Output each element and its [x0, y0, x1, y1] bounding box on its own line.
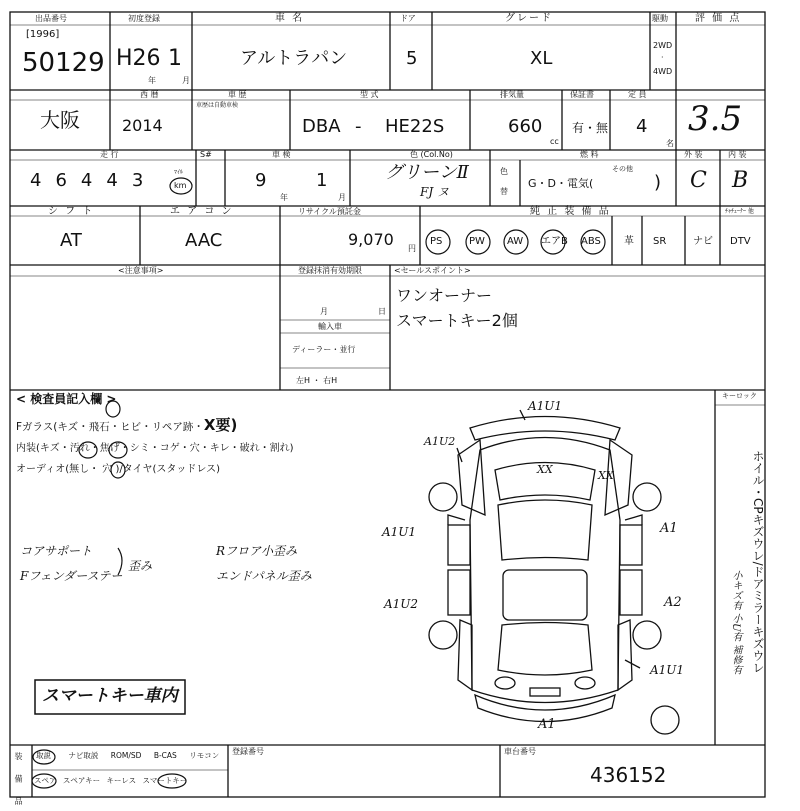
- equip-sr: SR: [653, 236, 667, 247]
- year-label: 西 暦: [140, 90, 159, 99]
- interior-label: 内 装: [728, 150, 747, 159]
- mark-xx-1: XX: [537, 463, 553, 476]
- door-count: 5: [406, 48, 418, 69]
- mark-xx-2: XX: [598, 469, 614, 482]
- grade-value: XL: [530, 48, 553, 69]
- year-code: [1996]: [26, 29, 60, 40]
- history-sub-label: 車歴は自動車検: [196, 102, 239, 109]
- drive-2wd: 2WD: [653, 41, 673, 50]
- mileage-label: 走 行: [100, 150, 119, 159]
- mark-a1u1-top: A1U1: [528, 399, 563, 413]
- history-label: 車 歴: [228, 90, 247, 99]
- import-label: 輸入車: [318, 322, 342, 331]
- capacity-label: 定 員: [628, 90, 647, 99]
- inspector-line-3: オーディオ(無し・ 穴 )/タイヤ(スタッドレス): [16, 464, 221, 475]
- color-label: 色 (Col.No): [410, 150, 453, 159]
- km-unit: km: [174, 181, 187, 190]
- equip-ps: PS: [430, 236, 443, 247]
- drive-label: 駆動: [652, 14, 668, 23]
- fuel-close: ): [654, 172, 662, 193]
- first-reg-month: 1: [168, 46, 182, 71]
- car-name-label: 車 名: [275, 13, 305, 24]
- reg-expiry-label: 登録抹消有効期限: [298, 266, 362, 275]
- key-lock-label: キーロック: [722, 392, 757, 400]
- equip-dtv: DTV: [730, 236, 751, 247]
- smart-key-note: スマートキー車内: [42, 686, 178, 706]
- sales-point-2: スマートキー2個: [396, 311, 518, 330]
- reg-no-label: 登録番号: [232, 747, 264, 756]
- score-value: 3.5: [688, 99, 743, 139]
- shift-value: AT: [60, 230, 82, 251]
- steering-option: 左H ・ 右H: [296, 376, 338, 385]
- side-note: ホイル・CPキズウレ/ドアミラーキズウレ: [751, 450, 765, 674]
- mark-a1-right: A1: [660, 521, 678, 536]
- mark-a1u2-left-top: A1U2: [424, 435, 456, 448]
- equip-airbag: エアB: [541, 236, 568, 247]
- mark-a1u2-left: A1U2: [384, 597, 419, 611]
- drive-4wd: 4WD: [653, 67, 673, 76]
- region: 大阪: [40, 108, 80, 132]
- note-right-2: エンドパネル歪み: [216, 569, 312, 583]
- fuel-label: 燃 料: [580, 150, 599, 159]
- equip-aw: AW: [507, 236, 524, 247]
- note-left-1: コアサポート: [20, 544, 93, 558]
- color-value: グリーンⅡ: [385, 162, 469, 183]
- s-hash-label: S#: [200, 150, 212, 159]
- inspection-month-unit: 月: [338, 193, 346, 202]
- fuel-value: G・D・電気(: [528, 177, 594, 190]
- equip-pw: PW: [469, 236, 485, 247]
- month-unit: 月: [182, 76, 190, 85]
- equip-leather: 革: [624, 236, 634, 247]
- recycle-unit: 円: [408, 244, 416, 253]
- fuel-other: その他: [612, 165, 633, 173]
- reg-day: 日: [378, 307, 386, 316]
- inspection-label: 車 検: [272, 150, 291, 159]
- capacity-unit: 名: [666, 139, 674, 148]
- lot-number: 50129: [22, 48, 105, 78]
- side-note-2: 小キズ有 小U有 補修有: [730, 570, 741, 675]
- frame-no-label: 車台番号: [504, 747, 536, 756]
- year-unit: 年: [148, 76, 156, 85]
- warranty-label: 保証書: [570, 90, 594, 99]
- mark-a2-right: A2: [664, 595, 682, 610]
- color-note: FJ ヌ: [420, 185, 449, 199]
- note-right-1: Rフロア小歪み: [216, 544, 298, 558]
- inspector-line-2: 内装(キズ・汚れ・焦げ・シミ・コゲ・穴・キレ・破れ・割れ): [16, 443, 294, 454]
- capacity-value: 4: [636, 116, 648, 137]
- exterior-label: 外 装: [684, 150, 703, 159]
- accessories-row-2: スペア スペアキー キーレス スマートキー: [34, 776, 188, 785]
- chassis-label: ﾁｬﾁｭｰﾅｰ 他: [725, 208, 754, 215]
- inspection-year-unit: 年: [280, 193, 288, 202]
- model-label: 型 式: [360, 90, 379, 99]
- note-left-tail: 歪み: [128, 559, 153, 573]
- accessories-row-1: 取説 ナビ取説 ROM/SD B-CAS リモコン: [36, 751, 220, 760]
- first-reg-label: 初度登録: [128, 14, 160, 23]
- door-label: ドア: [400, 14, 416, 23]
- recycle-label: リサイクル預託金: [298, 207, 361, 216]
- sales-point-label: <セールスポイント>: [394, 266, 471, 275]
- aircon-label: エ ア コ ン: [170, 206, 234, 217]
- notes-label: <注意事項>: [118, 266, 164, 275]
- model-dash: -: [355, 116, 362, 137]
- inspector-label: < 検査員記入欄 >: [16, 392, 117, 406]
- exterior-grade: C: [690, 168, 707, 193]
- shift-label: シ フ ト: [48, 206, 95, 217]
- frame-number: 436152: [590, 763, 667, 787]
- first-reg-era: H26: [116, 46, 161, 71]
- mark-a1-bottom: A1: [538, 717, 556, 732]
- mileage-digits: 46443: [30, 170, 158, 191]
- recycle-value: 9,070: [348, 230, 394, 249]
- model-code: HE22S: [385, 116, 445, 137]
- year-western: 2014: [122, 116, 163, 135]
- color-swap-2: 替: [500, 187, 508, 196]
- model-prefix: DBA: [302, 116, 341, 137]
- note-left-2: Fフェンダーステー: [20, 569, 123, 583]
- interior-grade: B: [732, 168, 749, 193]
- cc-unit: cc: [550, 137, 559, 146]
- grade-label: グレード: [505, 13, 553, 24]
- displacement-value: 660: [508, 116, 543, 137]
- mark-a1u1-right: A1U1: [650, 663, 685, 677]
- mark-a1u1-left: A1U1: [382, 525, 417, 539]
- mile-unit: ﾏｲﾙ: [174, 169, 184, 176]
- equip-abs: ABS: [581, 236, 601, 247]
- score-label: 評 価 点: [695, 13, 742, 24]
- equipment-label: 純 正 装 備 品: [530, 206, 611, 217]
- dealer-option: ディーラー・並行: [292, 345, 356, 354]
- color-swap-1: 色: [500, 167, 508, 176]
- reg-month: 月: [320, 307, 328, 316]
- car-name: アルトラパン: [240, 48, 348, 69]
- sales-point-1: ワンオーナー: [396, 286, 493, 305]
- inspection-month: 1: [316, 170, 328, 191]
- car-diagram: [429, 410, 679, 734]
- aircon-value: AAC: [185, 230, 223, 251]
- warranty-value: 有・無: [572, 121, 609, 135]
- auction-sheet: 出品番号 初度登録 車 名 ドア グレード 駆動 評 価 点 [1996] 50129 H26 1 年 月 アルトラパン 5 XL 2WD · 4WD 西 暦 車 歴 車歴は自動車検 型 式 排気量 保証書 定 員 大阪 2014 DBA - HE22S 660 cc 有・無 4 名 3.5 走 行 S# 車 検 色 (Col.No) 燃 料 外 装 内 装 46443 ﾏｲﾙ km 9 年 1 月 グリーンⅡ FJ ヌ 色 替 G・D・電気( その他 ) C B シ フ ト エ ア コ ン リサイクル預託金 純 正 装 備 品 ﾁｬﾁｭｰﾅｰ 他 AT AAC 9,070 円 PS PW AW エアB ABS 革 SR ナビ DTV <注意事項> 登録抹消有効期限 <セールスポイント> 月 日 輸入車 ディーラー・並行 左H ・ 右H ワンオーナー スマートキー2個 < 検査員記入欄 > キーロック Fガラス(キズ・飛石・ヒビ・リペア跡・X要) 内装(キズ・汚れ・焦げ・シミ・コゲ・穴・キレ・破れ・割れ) オーディオ(無し・ 穴 )/タイヤ(スタッドレス) コアサポート Fフェンダーステー 歪み Rフロア小歪み エンドパネル歪み スマートキー車内 A1U1 A1U2 XX XX A1U1 A1 A1U2 A2 A1U1 A1 ホイル・CPキズウレ/ドアミラーキズウレ 小キズ有 小U有 補修有 装 備 品 取説 ナビ取説 ROM/SD B-CAS リモコン スペア スペアキー キーレス スマートキー 登録番号 車台番号 436152: [0, 0, 800, 800]
- inspector-line-1: Fガラス(キズ・飛石・ヒビ・リペア跡・X要): [16, 416, 238, 434]
- auction-no-label: 出品番号: [35, 14, 67, 23]
- inspection-year: 9: [255, 170, 267, 191]
- displacement-label: 排気量: [500, 90, 524, 99]
- accessories-label: 装 備 品: [14, 752, 23, 811]
- equip-navi: ナビ: [693, 236, 713, 247]
